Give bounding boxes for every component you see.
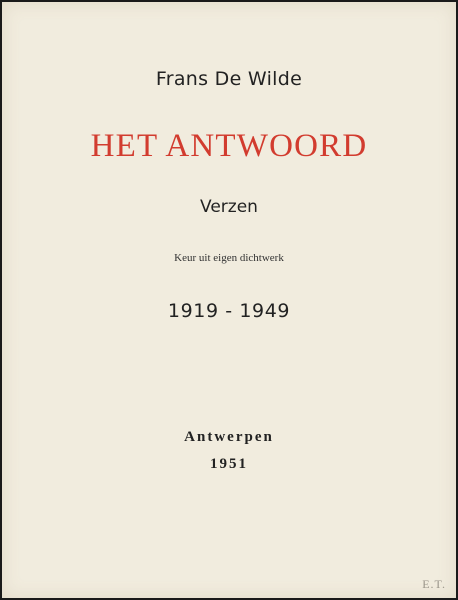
publication-year: 1951 [210, 456, 248, 472]
author-name: Frans De Wilde [155, 68, 303, 90]
year-range: 1919 - 1949 [167, 300, 291, 322]
publication-city: Antwerpen [184, 429, 274, 445]
book-cover-page [2, 2, 456, 598]
book-subtitle: Verzen [200, 197, 258, 217]
book-title: HET ANTWOORD [90, 128, 368, 164]
book-tagline: Keur uit eigen dichtwerk [174, 252, 284, 264]
watermark: E.T. [422, 577, 446, 591]
